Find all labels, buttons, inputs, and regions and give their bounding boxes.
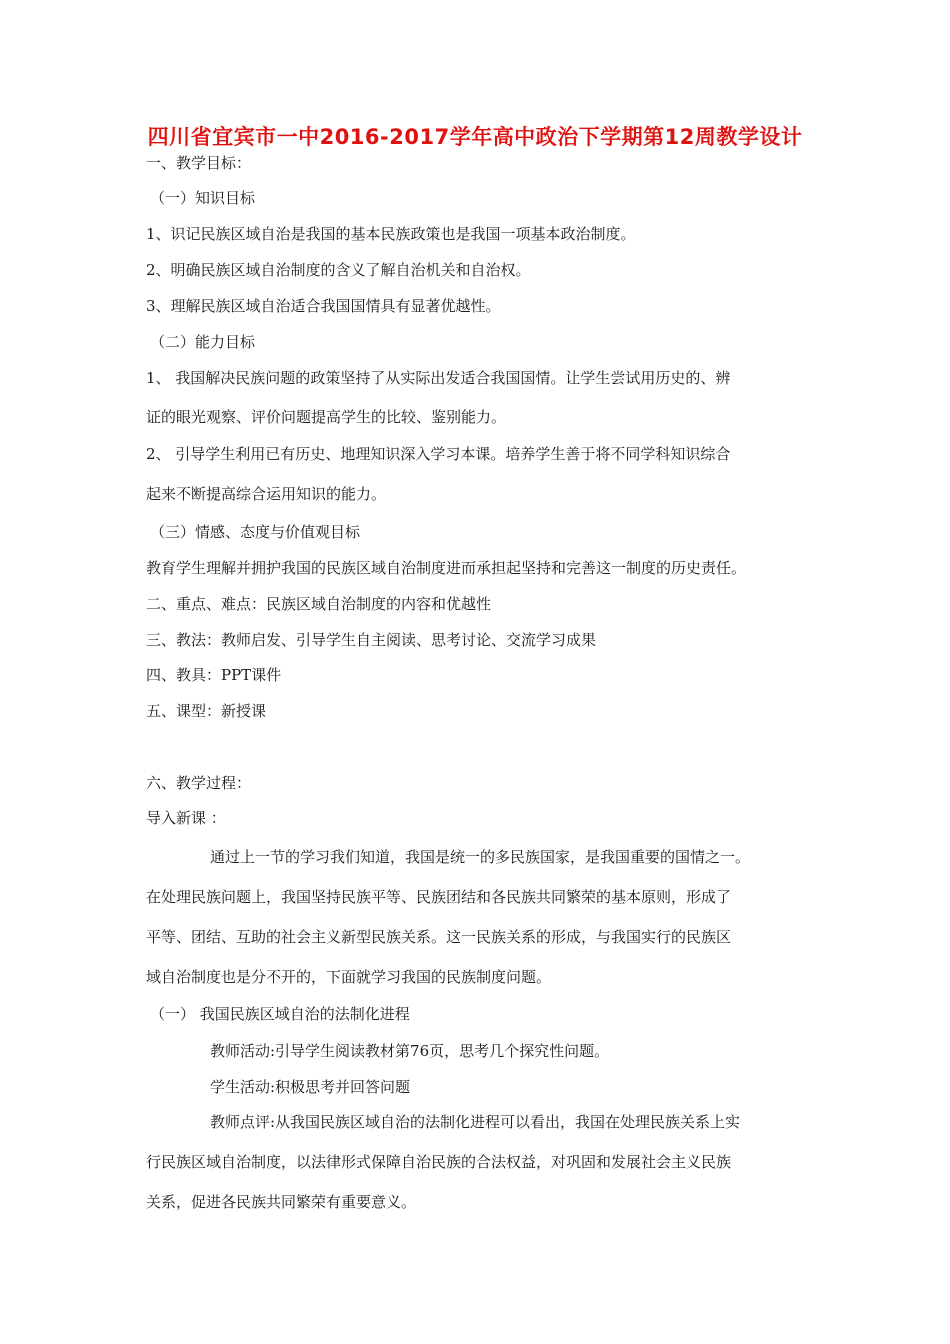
process-heading: 六、教学过程： (146, 774, 252, 792)
intro-line-2: 在处理民族问题上，我国坚持民族平等、民族团结和各民族共同繁荣的基本原则，形成了 (146, 888, 732, 906)
knowledge-item-2: 2、明确民族区域自治制度的含义了解自治机关和自治权。 (146, 261, 531, 279)
key-points: 二、重点、难点：民族区域自治制度的内容和优越性 (146, 595, 492, 613)
lesson-type: 五、课型：新授课 (146, 702, 267, 720)
teacher-comment-3: 关系，促进各民族共同繁荣有重要意义。 (146, 1193, 417, 1211)
knowledge-item-3: 3、理解民族区域自治适合我国国情具有显著优越性。 (146, 297, 501, 315)
ability-item-2a: 2、 引导学生利用已有历史、地理知识深入学习本课。培养学生善于将不同学科知识综合 (146, 445, 731, 463)
ability-item-1b: 证的眼光观察、评价问题提高学生的比较、鉴别能力。 (146, 408, 507, 426)
knowledge-heading: （一）知识目标 (150, 189, 256, 207)
emotion-heading: （三）情感、态度与价值观目标 (150, 523, 361, 541)
ability-item-2b: 起来不断提高综合运用知识的能力。 (146, 485, 387, 503)
teaching-tools: 四、教具：PPT课件 (146, 666, 282, 684)
goals-heading: 一、教学目标： (146, 154, 252, 172)
teaching-methods: 三、教法：教师启发、引导学生自主阅读、思考讨论、交流学习成果 (146, 631, 597, 649)
intro-line-1: 通过上一节的学习我们知道，我国是统一的多民族国家，是我国重要的国情之一。 (210, 848, 751, 866)
emotion-text: 教育学生理解并拥护我国的民族区域自治制度进而承担起坚持和完善这一制度的历史责任。 (146, 559, 747, 577)
intro-heading: 导入新课 ： (146, 809, 226, 827)
teacher-activity: 教师活动:引导学生阅读教材第76页，思考几个探究性问题。 (210, 1042, 610, 1060)
intro-line-3: 平等、团结、互助的社会主义新型民族关系。这一民族关系的形成，与我国实行的民族区 (146, 928, 732, 946)
part1-heading: （一） 我国民族区域自治的法制化进程 (150, 1005, 410, 1023)
teacher-comment-2: 行民族区域自治制度，以法律形式保障自治民族的合法权益，对巩固和发展社会主义民族 (146, 1153, 732, 1171)
intro-line-4: 域自治制度也是分不开的，下面就学习我国的民族制度问题。 (146, 968, 552, 986)
document-title: 四川省宜宾市一中2016-2017学年高中政治下学期第12周教学设计 (147, 125, 803, 149)
ability-item-1a: 1、 我国解决民族问题的政策坚持了从实际出发适合我国国情。让学生尝试用历史的、辨 (146, 369, 731, 387)
ability-heading: （二）能力目标 (150, 333, 256, 351)
student-activity: 学生活动:积极思考并回答问题 (210, 1078, 411, 1096)
teacher-comment-1: 教师点评:从我国民族区域自治的法制化进程可以看出，我国在处理民族关系上实 (210, 1113, 741, 1131)
knowledge-item-1: 1、识记民族区域自治是我国的基本民族政策也是我国一项基本政治制度。 (146, 225, 636, 243)
